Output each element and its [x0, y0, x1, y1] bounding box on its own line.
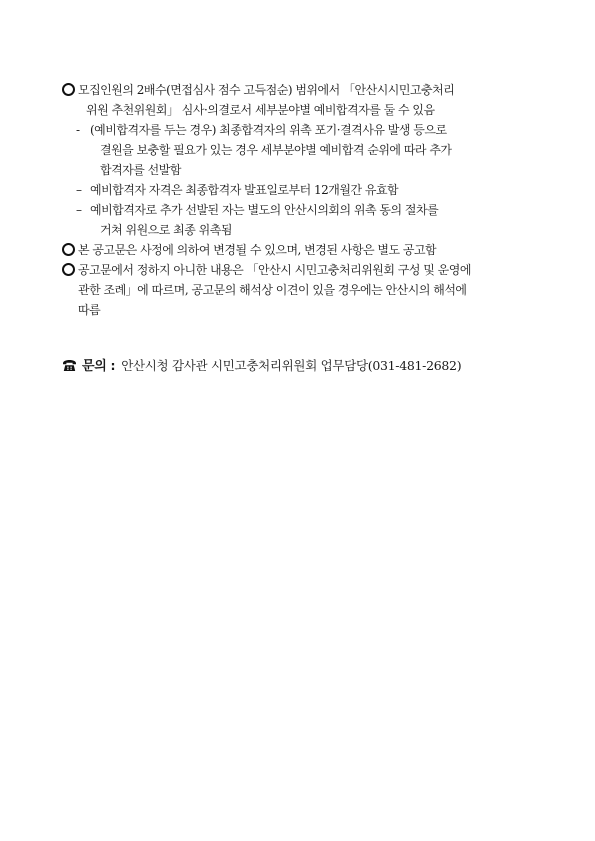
circle-bullet-icon [62, 263, 75, 276]
circle-bullet-icon [62, 243, 75, 256]
notice-line: 거쳐 위원으로 최종 위촉됨 [100, 223, 232, 237]
notice-line: 예비합격자로 추가 선발된 자는 별도의 안산시의회의 위촉 동의 절차를 [90, 203, 439, 217]
dash-bullet: – [76, 183, 82, 197]
notice-subitem-reserve-validity [62, 180, 547, 200]
notice-line: 예비합격자 자격은 최종합격자 발표일로부터 12개월간 유효함 [90, 183, 399, 197]
notice-list [62, 80, 547, 320]
notice-line: (예비합격자를 두는 경우) 최종합격자의 위촉 포기·결격사유 발생 등으로 [90, 123, 447, 137]
notice-subitem-reserve-selection [62, 120, 547, 180]
notice-line: 위원 추천위원회」 심사·의결로서 세부분야별 예비합격자를 둘 수 있음 [86, 103, 435, 117]
notice-line: 본 공고문은 사정에 의하여 변경될 수 있으며, 변경된 사항은 별도 공고함 [78, 243, 437, 257]
contact-label: 문의 [82, 359, 107, 374]
dash-bullet: - [76, 123, 80, 137]
notice-line: 모집인원의 2배수(면접심사 점수 고득점순) 범위에서 「안산시시민고충처리 [78, 83, 455, 97]
contact-colon: : [110, 358, 116, 373]
notice-line: 공고문에서 정하지 아니한 내용은 「안산시 시민고충처리위원회 구성 및 운영에 [78, 263, 471, 277]
contact-info [62, 356, 461, 377]
notice-subitem-reserve-appointment [62, 200, 547, 240]
notice-item-reserve-candidates [62, 80, 547, 120]
circle-bullet-icon [62, 83, 75, 96]
notice-line: 관한 조례」에 따르며, 공고문의 해석상 이견이 있을 경우에는 안산시의 해석에 [78, 283, 467, 297]
telephone-icon [62, 359, 77, 372]
notice-line: 따름 [78, 303, 101, 317]
notice-line: 합격자를 선발함 [100, 163, 181, 177]
notice-item-changes [62, 240, 547, 260]
dash-bullet: – [76, 203, 82, 217]
contact-text: 안산시청 감사관 시민고충처리위원회 업무담당(031-481-2682) [121, 358, 462, 373]
notice-item-interpretation [62, 260, 547, 320]
notice-line: 결원을 보충할 필요가 있는 경우 세부분야별 예비합격 순위에 따라 추가 [100, 143, 452, 157]
